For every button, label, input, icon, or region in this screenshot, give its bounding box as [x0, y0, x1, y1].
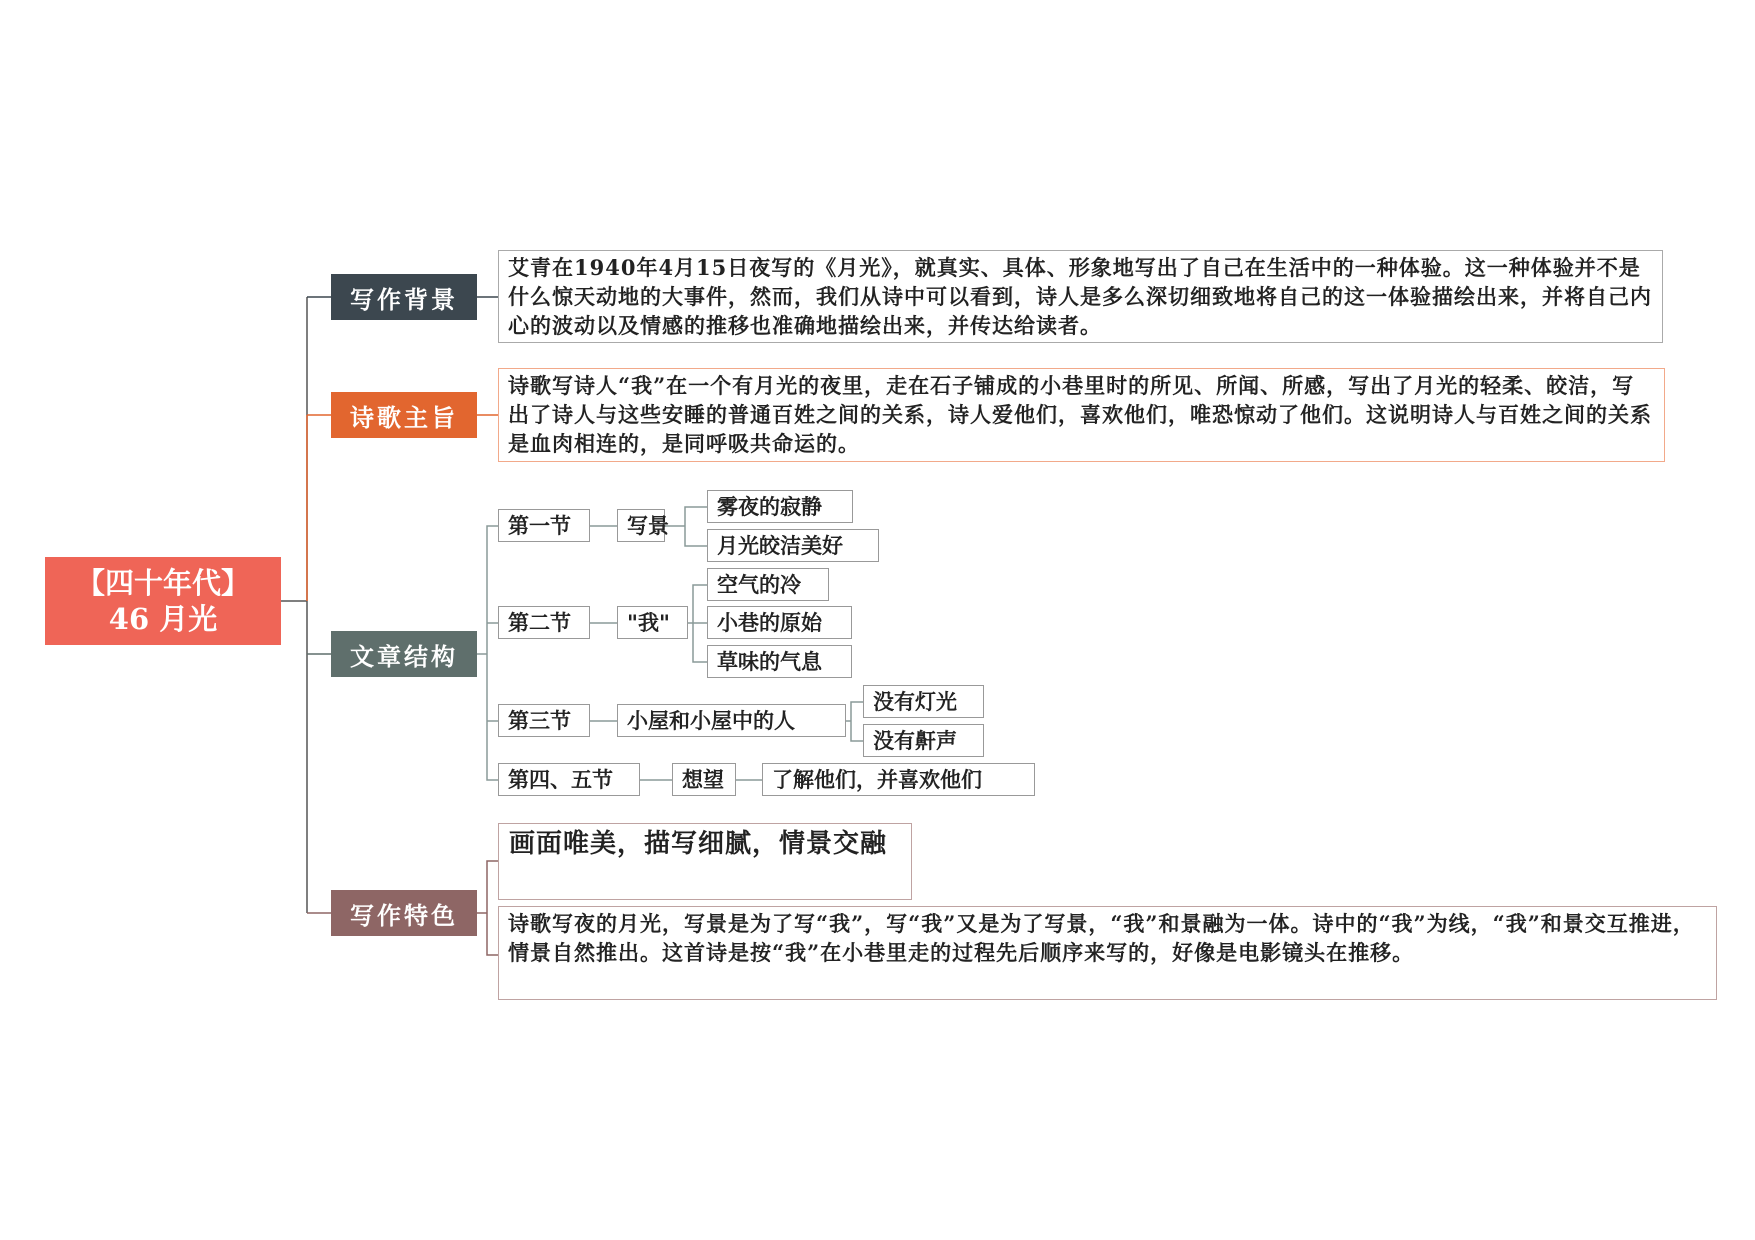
section-2-leaf-3[interactable]: 草味的气息 — [707, 645, 852, 678]
section-2-mid[interactable]: "我" — [617, 606, 688, 639]
section-4-leaf[interactable]: 了解他们，并喜欢他们 — [762, 763, 1035, 796]
root-title-line1: 【四十年代】 — [75, 566, 250, 600]
section-1-leaf-1[interactable]: 雾夜的寂静 — [707, 490, 853, 523]
section-3-leaf-2[interactable]: 没有鼾声 — [863, 724, 984, 757]
root-title-line2: 46 月光 — [108, 602, 218, 636]
section-1[interactable]: 第一节 — [498, 509, 590, 542]
section-3-mid[interactable]: 小屋和小屋中的人 — [617, 704, 846, 737]
root-topic[interactable] — [45, 557, 281, 645]
category-theme[interactable]: 诗歌主旨 — [331, 392, 477, 438]
section-3[interactable]: 第三节 — [498, 704, 590, 737]
section-4-mid[interactable]: 想望 — [672, 763, 736, 796]
section-1-mid[interactable]: 写景 — [617, 509, 665, 542]
category-structure[interactable]: 文章结构 — [331, 631, 477, 677]
features-text[interactable]: 诗歌写夜的月光，写景是为了写“我”，写“我”又是为了写景，“我”和景融为一体。诗中的“我”为线，“我”和景交互推进，情景自然推出。这首诗是按“我”在小巷里走的过程先后顺序来写的，好像是电影镜头在推移。 — [498, 906, 1717, 1000]
background-text[interactable]: 艾青在1940年4月15日夜写的《月光》，就真实、具体、形象地写出了自己在生活中的一种体验。这一种体验并不是什么惊天动地的大事件，然而，我们从诗中可以看到，诗人是多么深切细致地将自己的这一体验描绘出来，并将自己内心的波动以及情感的推移也准确地描绘出来，并传达给读者。 — [498, 250, 1663, 343]
section-3-leaf-1[interactable]: 没有灯光 — [863, 685, 984, 718]
features-headline[interactable]: 画面唯美，描写细腻，情景交融 — [498, 823, 912, 900]
section-4[interactable]: 第四、五节 — [498, 763, 640, 796]
section-2[interactable]: 第二节 — [498, 606, 590, 639]
category-background[interactable]: 写作背景 — [331, 274, 477, 320]
category-features[interactable]: 写作特色 — [331, 890, 477, 936]
section-2-leaf-1[interactable]: 空气的冷 — [707, 568, 829, 601]
theme-text[interactable]: 诗歌写诗人“我”在一个有月光的夜里，走在石子铺成的小巷里时的所见、所闻、所感，写出了月光的轻柔、皎洁，写出了诗人与这些安睡的普通百姓之间的关系，诗人爱他们，喜欢他们，唯恐惊动了他们。这说明诗人与百姓之间的关系是血肉相连的，是同呼吸共命运的。 — [498, 368, 1665, 462]
section-2-leaf-2[interactable]: 小巷的原始 — [707, 606, 852, 639]
section-1-leaf-2[interactable]: 月光皎洁美好 — [707, 529, 879, 562]
